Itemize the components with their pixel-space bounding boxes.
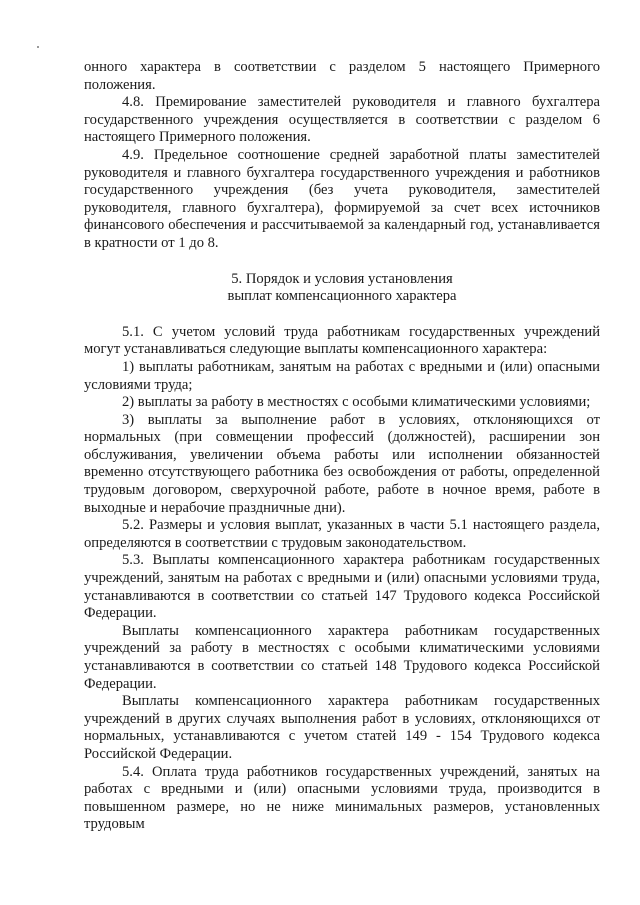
paragraph-5-1: 5.1. С учетом условий труда работникам государственных учреждений могут устанавливаться следующие выплаты компенсационного характера: xyxy=(84,323,600,358)
list-item-1: 1) выплаты работникам, занятым на работах с вредными и (или) опасными условиями труда; xyxy=(84,358,600,393)
paragraph-5-4: 5.4. Оплата труда работников государственных учреждений, занятых на работах с вредными и (или) опасными условиями труда, производится в повышенном размере, но не ниже минимальных размеров, установленных трудовым xyxy=(84,763,600,833)
paragraph-5-3-other: Выплаты компенсационного характера работникам государственных учреждений в других случаях выполнения работ в условиях, отклоняющихся от нормальных, устанавливаются с учетом статей 149 - 154 Трудового кодекса Российской Федерации. xyxy=(84,693,600,762)
list-item-3: 3) выплаты за выполнение работ в условиях, отклоняющихся от нормальных (при совмещении профессий (должностей), расширении зон обслуживания, увеличении объема работы или исполнении обязанностей временно отсутствующего работника без освобождения от работы, определенной трудовым договором, сверхурочной работе, работе в ночное время, работе в выходные и нерабочие праздничные дни). xyxy=(84,411,600,516)
document-body xyxy=(84,59,600,834)
section-title-line-1: 5. Порядок и условия установления xyxy=(231,270,453,287)
paragraph-continuation: онного характера в соответствии с разделом 5 настоящего Примерного положения. xyxy=(84,59,600,93)
section-5-title xyxy=(84,271,600,306)
paragraph-5-3: 5.3. Выплаты компенсационного характера работникам государственных учреждений, занятым на работах с вредными и (или) опасными условиями труда, устанавливаются в соответствии со статьей 147 Трудового кодекса Российской Федерации. xyxy=(84,552,600,622)
paragraph-4-8: 4.8. Премирование заместителей руководителя и главного бухгалтера государственного учреждения осуществляется в соответствии с разделом 6 настоящего Примерного положения. xyxy=(84,94,600,146)
section-title-line-2: выплат компенсационного характера xyxy=(227,288,457,305)
paragraph-5-3-climate: Выплаты компенсационного характера работникам государственных учреждений за работу в местностях с особыми климатическими условиями устанавливаются в соответствии со статьей 148 Трудового кодекса Российской Федерации. xyxy=(84,622,600,692)
paragraph-4-9: 4.9. Предельное соотношение средней заработной платы заместителей руководителя и главного бухгалтера государственного учреждения и работников государственного учреждения (без учета руководителя, заместителей руководителя, главного бухгалтера), формируемой за счет всех источников финансового обеспечения и рассчитываемой за календарный год, устанавливается в кратности от 1 до 8. xyxy=(84,146,600,251)
paragraph-5-2: 5.2. Размеры и условия выплат, указанных в части 5.1 настоящего раздела, определяются в соответствии с трудовым законодательством. xyxy=(84,517,600,551)
list-item-2: 2) выплаты за работу в местностях с особыми климатическими условиями; xyxy=(122,394,591,411)
scan-speck xyxy=(37,46,39,48)
